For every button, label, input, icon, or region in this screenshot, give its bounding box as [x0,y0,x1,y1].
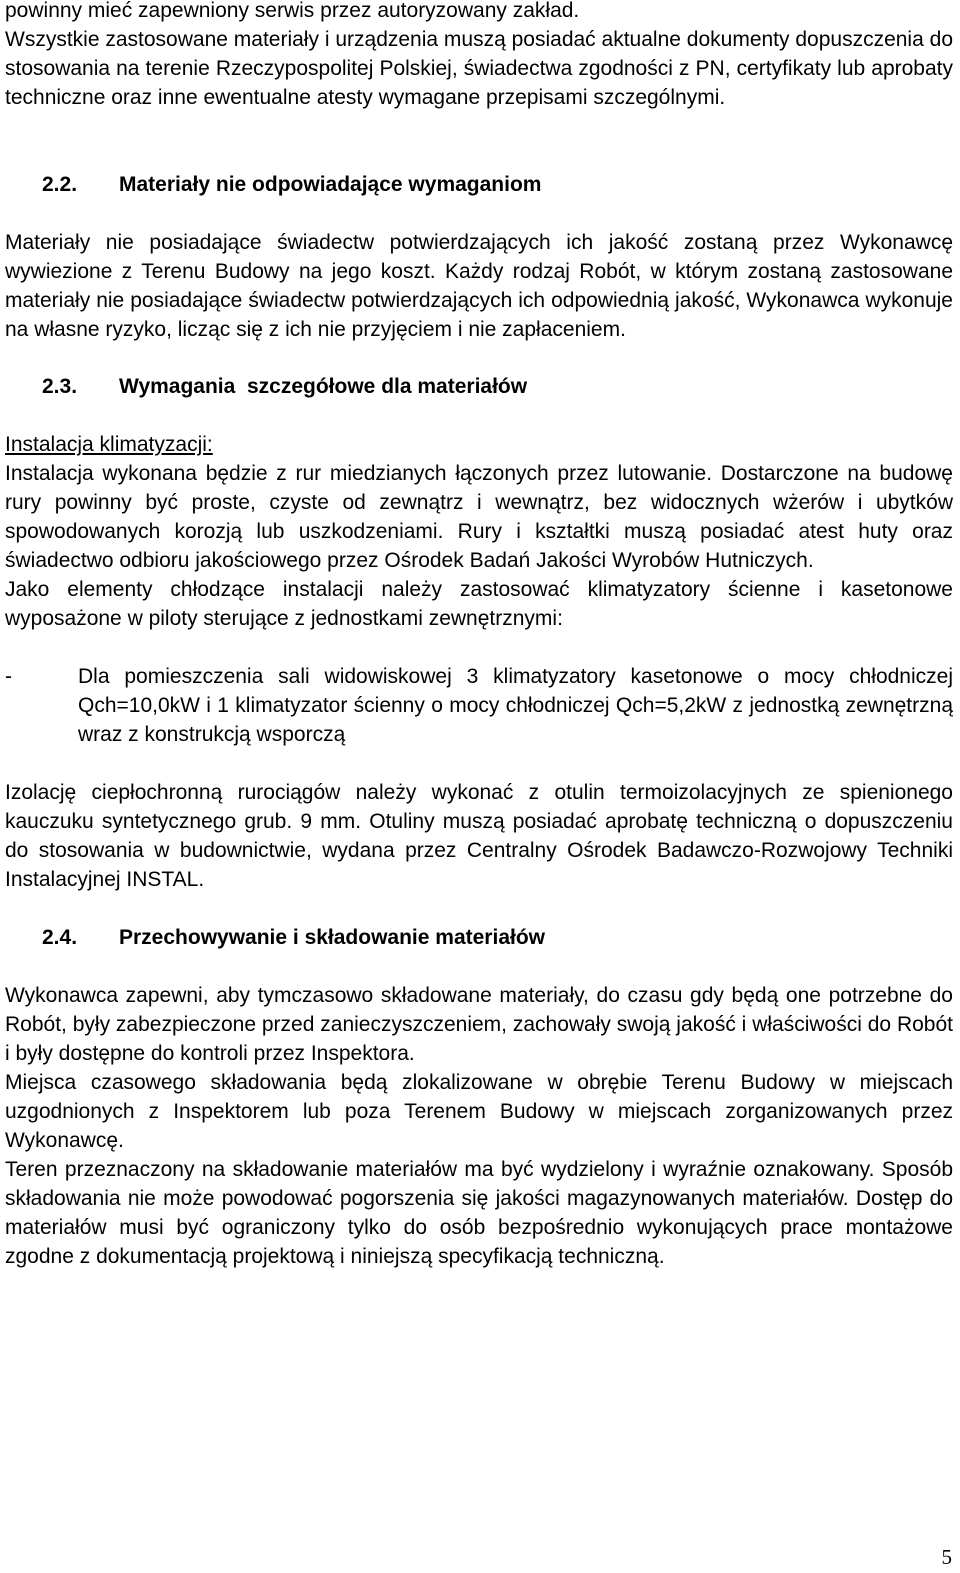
document-page [5,0,953,1271]
section-2-3-heading [5,372,953,401]
section-2-2-heading [5,170,953,199]
list-item [5,662,953,749]
section-2-4-paragraph-3: Teren przeznaczony na składowanie materiałów ma być wydzielony i wyraźnie oznakowany. Sposób składowania nie może powodować pogorszenia się jakości magazynowanych materiałów. Dostęp do materiałów musi być ograniczony tylko do osób bezpośrednio wykonujących prace montażowe zgodne z dokumentacją projektową i niniejszą specyfikacją techniczną. [5,1158,953,1268]
intro-line: powinny mieć zapewniony serwis przez autoryzowany zakład. [5,0,580,22]
section-number: 2.4. [42,926,78,949]
subheading-text: Instalacja klimatyzacji: [5,433,213,456]
list-item-text: Dla pomieszczenia sali widowiskowej 3 klimatyzatory kasetonowe o mocy chłodniczej Qch=10,0kW i 1 klimatyzator ścienny o mocy chłodniczej Qch=5,2kW z jednostką zewnętrzną wraz z konstrukcją wsporczą [78,665,953,746]
section-number: 2.3. [42,375,78,398]
intro-paragraph: Wszystkie zastosowane materiały i urządzenia muszą posiadać aktualne dokumenty dopuszczenia do stosowania na terenie Rzeczypospolitej Polskiej, świadectwa zgodności z PN, certyfikaty lub aprobaty techniczne oraz inne ewentualne atesty wymagane przepisami szczególnymi. [5,28,953,109]
section-2-3-paragraph-2: Jako elementy chłodzące instalacji należy zastosować klimatyzatory ścienne i kasetonowe wyposażone w piloty sterujące z jednostkami zewnętrznymi: [5,578,953,630]
section-title: Wymagania szczegółowe dla materiałów [119,375,528,398]
page-number: 5 [941,1545,952,1569]
list-bullet: - [5,665,12,688]
section-2-3-paragraph-1: Instalacja wykonana będzie z rur miedzianych łączonych przez lutowanie. Dostarczone na budowę rury powinny być proste, czyste od zewnątrz i wewnątrz, bez widocznych wżerów i ubytków spowodowanych korozją lub uszkodzeniami. Rury i kształtki muszą posiadać atest huty oraz świadectwo odbioru jakościowego przez Ośrodek Badań Jakości Wyrobów Hutniczych. [5,462,953,572]
section-2-4-paragraph-2: Miejsca czasowego składowania będą zlokalizowane w obrębie Terenu Budowy w miejscach uzgodnionych z Inspektorem lub poza Terenem Budowy w miejscach zorganizowanych przez Wykonawcę. [5,1071,953,1152]
section-2-4-heading [5,923,953,952]
subheading [5,430,953,459]
section-2-4-paragraph-1: Wykonawca zapewni, aby tymczasowo składowane materiały, do czasu gdy będą one potrzebne do Robót, były zabezpieczone przed zanieczyszczeniem, zachowały swoją jakość i właściwości do Robót i były dostępne do kontroli przez Inspektora. [5,984,953,1065]
section-title: Przechowywanie i składowanie materiałów [119,926,545,949]
section-2-3-paragraph-3: Izolację ciepłochronną rurociągów należy wykonać z otulin termoizolacyjnych ze spienionego kauczuku syntetycznego grub. 9 mm. Otuliny muszą posiadać aprobatę techniczną o dopuszczeniu do stosowania w budownictwie, wydana przez Centralny Ośrodek Badawczo-Rozwojowy Techniki Instalacyjnej INSTAL. [5,781,953,891]
section-number: 2.2. [42,173,78,196]
section-title: Materiały nie odpowiadające wymaganiom [119,173,542,196]
section-2-2-paragraph: Materiały nie posiadające świadectw potwierdzających ich jakość zostaną przez Wykonawcę wywiezione z Terenu Budowy na jego koszt. Każdy rodzaj Robót, w którym zostaną zastosowane materiały nie posiadające świadectw potwierdzających ich odpowiednią jakość, Wykonawca wykonuje na własne ryzyko, licząc się z ich nie przyjęciem i nie zapłaceniem. [5,231,953,341]
